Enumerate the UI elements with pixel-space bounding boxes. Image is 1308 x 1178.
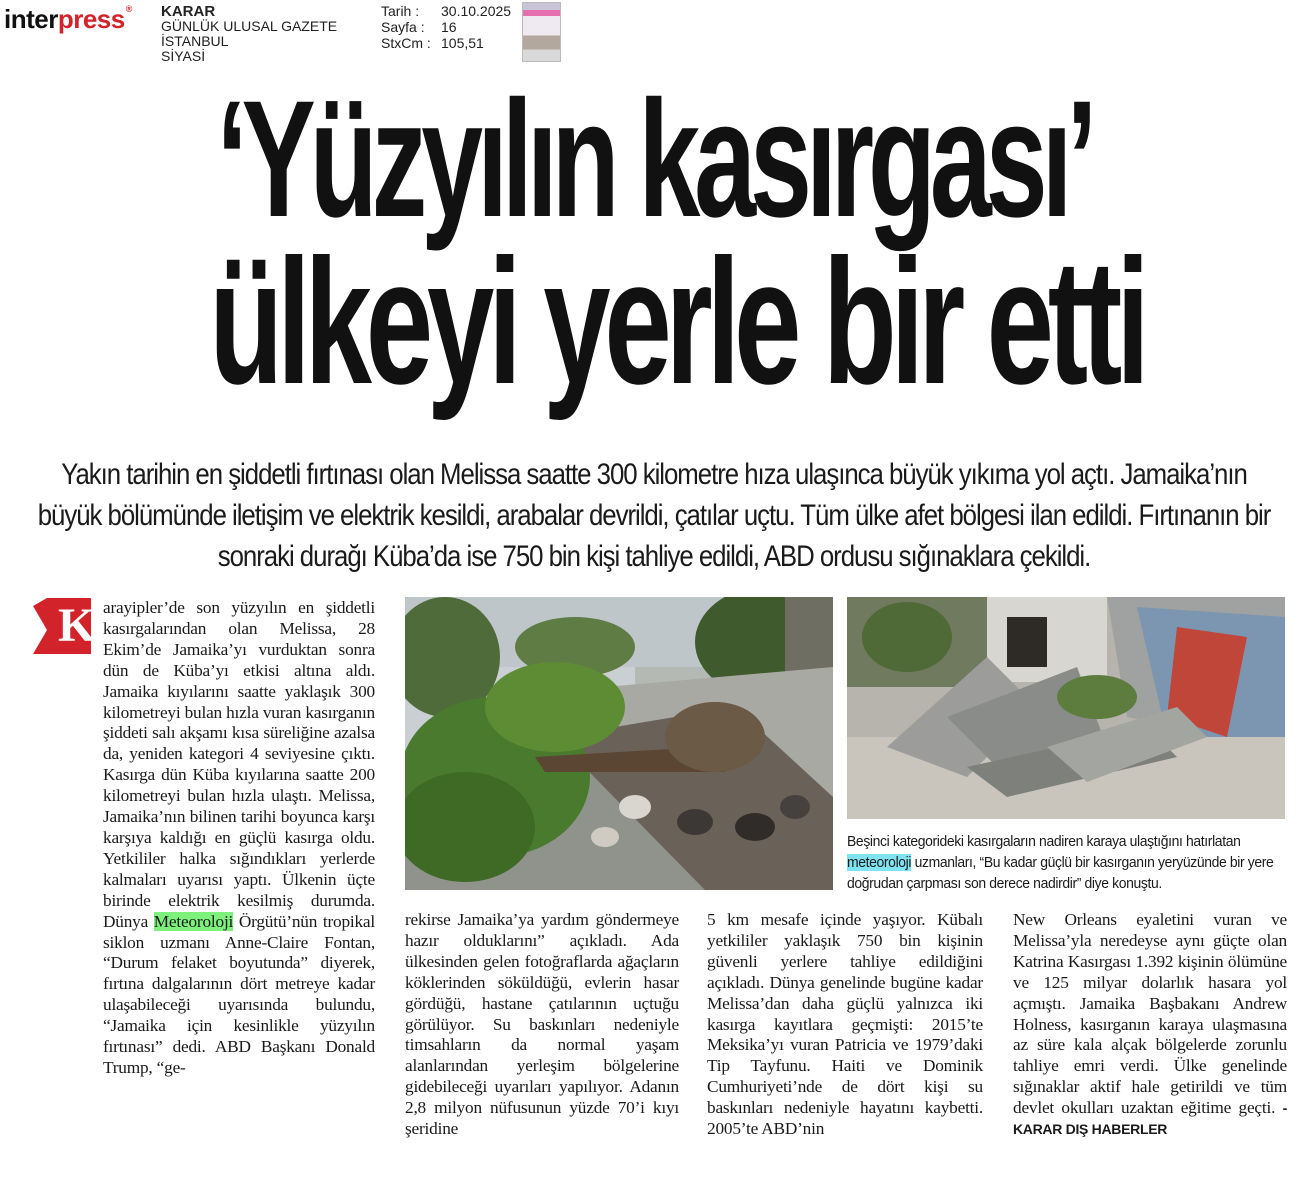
article-column-1: arayipler’de son yüzyılın en şiddetli kasırgalarından olan Melissa, 28 Ekim’de Jamaika’yı vurduktan sonra dün de Küba’yı etkisi altına aldı. Jamaika kıyılarını saatte yaklaşık 300 kilometreyi bulan hızla vuran kasırganın şiddeti salı akşamı kısa süreliğine azalsa da, yeniden kategori 4 seviyesine çıktı. Kasırga dün Küba kıyılarına saatte 200 kilometreyi bulan hızla ulaştı. Melissa, Jamaika’nın bilinen tarihi boyunca karşı karşıya kaldığı en güçlü kasırga oldu. Yetkililer halka sığındıkları yerlerde kalmaları uyarısı yaptı. Ülkenin üçte birinde elektrik kesilmiş durumda. Dünya Meteoroloji Örgütü’nün tropikal siklon uzmanı Anne-Claire Fontan, “Durum felaket boyutunda” diyerek, fırtına dalgalarının dört metreye kadar ulaşabileceği uyarısında bulundu, “Jamaika için kesinlikle yüzyılın fırtınası” dedi. ABD Başkanı Donald Trump, “ge- (103, 598, 375, 1077)
article-column-4: New Orleans eyaletini vuran ve Melissa’yla neredeyse aynı güçte olan Katrina Kasırgası 1.392 kişinin ölümüne ve 125 milyar dolarlık hasara yol açmıştı. Jamaika Başbakanı Andrew Holness, kasırganın karaya ulaşmasına az süre kala alçak bölgelerde zorunlu tahliye emri verdi. Ülke genelinde sığınaklar aktif hale getirildi ve tüm devlet okulları uzaktan eğitime geçti. -KARAR DIŞ HABERLER (1013, 910, 1287, 1138)
photo-metal-debris (847, 597, 1285, 819)
interpress-logo: interpress® (4, 4, 132, 34)
photo-caption: Beşinci kategorideki kasırgaların nadiren karaya ulaştığını hatırlatan meteoroloji uzmanları, “Bu kadar güçlü bir kasırganın yeryüzünde bir yere doğrudan çarpması son derece nadirdir” diye konuştu. (847, 833, 1274, 892)
meta-row-page: Sayfa : 16 (381, 19, 457, 35)
article-column-2: rekirse Jamaika’ya yardım göndermeye hazır olduklarını” açıkladı. Ada ülkesinden gelen fotoğraflarda ağaçların köklerinden söküldüğü, evlerin hasar gördüğü, hastane çatılarının uçtuğu görülüyor. Su baskınları nedeniyle timsahların da normal yaşam alanlarından yerleşim bölgelerine gidebileceği uyarıları yapılıyor. Adanın 2,8 milyon nüfusunun yüzde 70’i kıyı şeridine (405, 910, 679, 1139)
publication-type: GÜNLÜK ULUSAL GAZETE (161, 18, 338, 34)
article-column-3: 5 km mesafe içinde yaşıyor. Kübalı yetkililer yaklaşık 750 bin kişinin güvenli yerlere tahliye edildiğini açıkladı. Dünya genelinde bugüne kadar Melissa’dan daha güçlü yalnızca iki kasırga kayıtlara geçmişti: 2015’te Meksika’yı vuran Patricia ve 1979’daki Tip Tayfunu. Haiti ve Dominik Cumhuriyeti’nde de dört kişi su baskınları nedeniyle hayatını kaybetti. 2005’te ABD’nin (707, 910, 983, 1139)
meta-row-date: Tarih : 30.10.2025 (381, 3, 512, 19)
article-deck: Yakın tarihin en şiddetli fırtınası olan Melissa saatte 300 kilometre hıza ulaşınca büyük yıkıma yol açtı. Jamaika’nın büyük bölümünde iletişim ve elektrik kesildi, arabalar devrildi, çatılar uçtu. Tüm ülke afet bölgesi ilan edildi. Fırtınanın bir sonraki durağı Küba’da ise 750 bin kişi tahliye edildi, ABD ordusu sığınaklara çekildi. (37, 458, 1271, 573)
photo-fallen-tree (405, 597, 833, 890)
meta-row-stxcm: StxCm : 105,51 (381, 35, 484, 51)
highlighted-keyword: Meteoroloji (153, 911, 234, 931)
publication-city: İSTANBUL (161, 33, 229, 49)
dropcap-letter: K (58, 599, 96, 652)
page-thumbnail[interactable] (522, 2, 561, 62)
publication-section: SİYASİ (161, 48, 206, 64)
headline-line-1: ‘Yüzyılın kasırgası’ (216, 67, 1092, 252)
headline-line-2: ülkeyi yerle bir etti (209, 222, 1144, 421)
highlighted-keyword-caption: meteoroloji (847, 854, 912, 871)
clipping-meta (381, 3, 511, 51)
article-signature: -KARAR DIŞ HABERLER (1013, 1100, 1287, 1138)
publication-name: KARAR (161, 3, 216, 20)
publication-info (161, 4, 337, 64)
